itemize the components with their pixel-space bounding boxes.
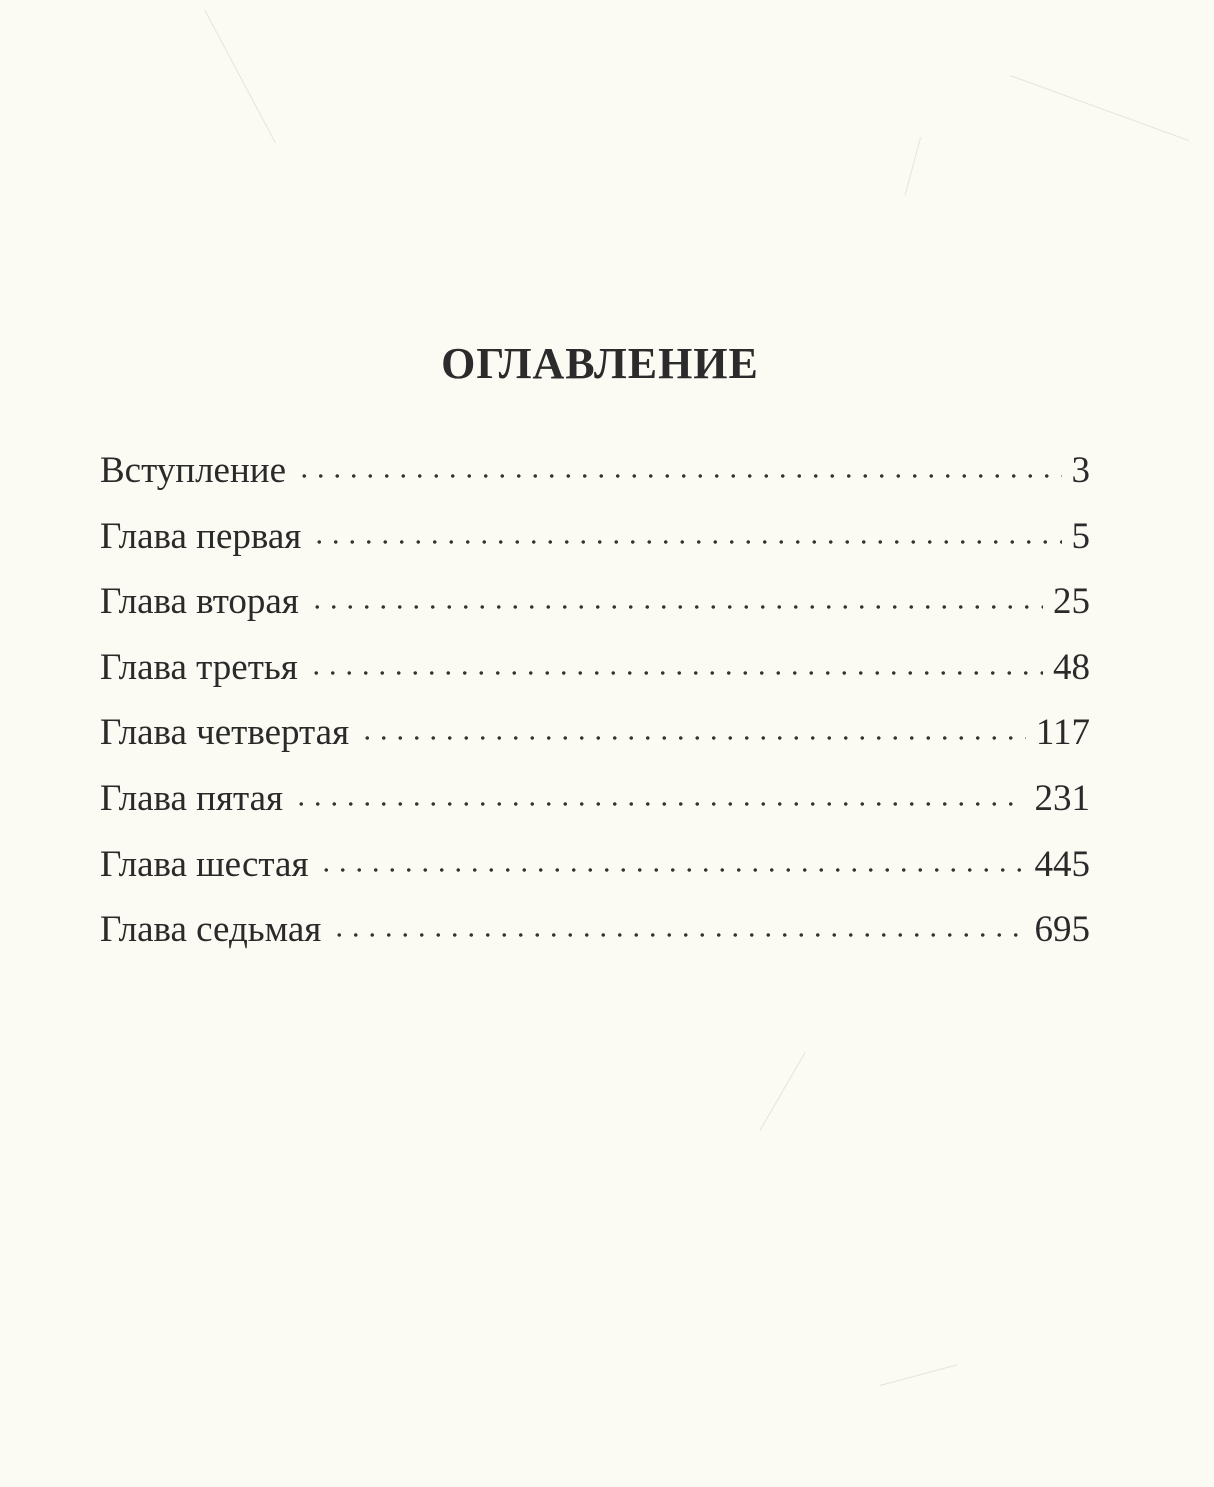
toc-entry [100,504,1090,570]
toc-entry-page: 3 [1071,450,1090,491]
toc-entry-page: 25 [1053,581,1090,623]
dot-leader [311,538,1061,546]
page-title: ОГЛАВЛЕНИЕ [441,339,759,388]
toc-entry-title: Глава седьмая [100,909,322,951]
toc-entry-title: Глава четвертая [100,712,350,754]
toc-entry-title: Глава третья [100,646,298,688]
dot-leader [308,669,1043,677]
toc-entry [100,897,1090,963]
dot-leader [296,472,1062,480]
dot-leader [331,931,1024,939]
toc-entry-page: 695 [1034,909,1090,951]
paper-scratch [880,1364,958,1386]
toc-entry-title: Глава шестая [100,843,309,885]
toc-entry [100,635,1090,701]
toc-entry-page: 445 [1034,843,1090,885]
dot-leader [293,800,1024,808]
toc-entry [100,569,1090,635]
toc-entry-title: Вступление [100,450,286,491]
paper-scratch [1010,75,1189,141]
paper-scratch [905,137,921,195]
toc-entry [100,700,1090,766]
toc-entry-page: 5 [1071,515,1090,557]
toc-entry-title: Глава вторая [100,581,299,623]
toc-entry [100,438,1090,504]
toc-entry [100,766,1090,832]
toc-entry-page: 48 [1053,646,1090,688]
table-of-contents [100,438,1090,963]
paper-scratch [205,10,276,143]
dot-leader [359,734,1026,742]
toc-entry [100,832,1090,898]
dot-leader [309,603,1043,611]
dot-leader [318,866,1024,874]
toc-entry-title: Глава первая [100,515,302,557]
toc-entry-page: 117 [1035,712,1090,754]
paper-scratch [760,1052,806,1130]
toc-entry-title: Глава пятая [100,777,284,819]
toc-entry-page: 231 [1034,777,1090,819]
